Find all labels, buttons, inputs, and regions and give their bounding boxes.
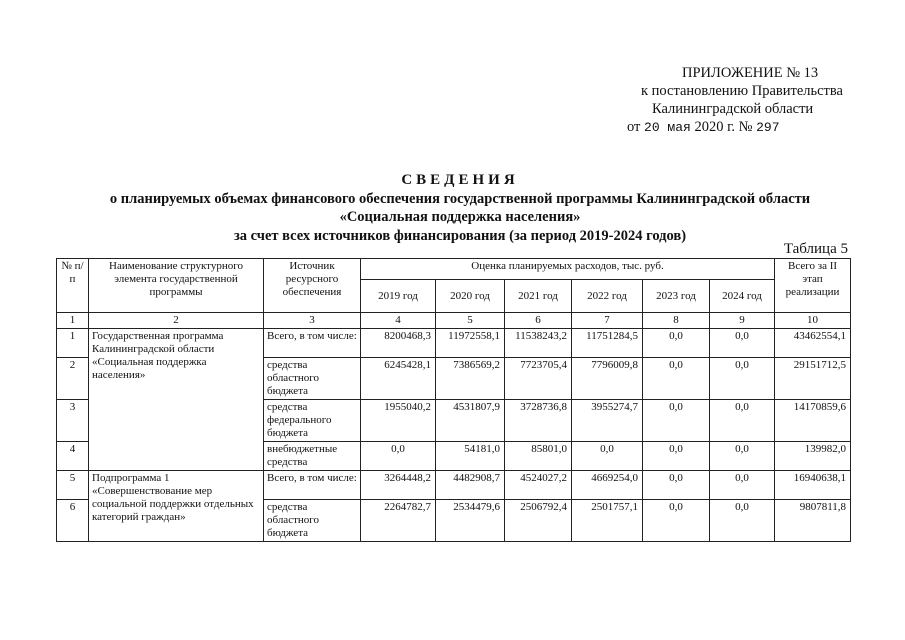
col-number: 1: [57, 313, 89, 329]
col-number: 5: [436, 313, 505, 329]
value-cell: 3264448,2: [361, 471, 436, 500]
column-number-row: [57, 313, 851, 329]
value-cell: 2506792,4: [505, 500, 572, 542]
appendix-title: ПРИЛОЖЕНИЕ № 13: [682, 65, 819, 81]
value-cell: 0,0: [643, 500, 710, 542]
heading-title: СВЕДЕНИЯ: [401, 172, 519, 188]
appendix-date-line: [600, 118, 890, 137]
subprogram-name: Подпрограмма 1 «Совершенствование мер социальной поддержки отдельных категорий граждан»: [89, 471, 264, 542]
row-number: 1: [57, 329, 89, 358]
table-row: [57, 329, 851, 358]
value-cell: 4669254,0: [572, 471, 643, 500]
document-heading: [60, 171, 860, 245]
row-number: 2: [57, 358, 89, 400]
value-cell: 0,0: [710, 358, 775, 400]
heading-line: за счет всех источников финансирования (за период 2019-2024 годов): [233, 227, 687, 244]
col-number: 3: [264, 313, 361, 329]
col-number: 2: [89, 313, 264, 329]
row-number: 4: [57, 442, 89, 471]
decree-number: 297: [756, 120, 780, 135]
col-number: 10: [775, 313, 851, 329]
source-cell: средства федерального бюджета: [264, 400, 361, 442]
value-cell: 85801,0: [505, 442, 572, 471]
total-cell: 43462554,1: [775, 329, 851, 358]
table-row: [57, 471, 851, 500]
total-cell: 139982,0: [775, 442, 851, 471]
header-year: 2021 год: [505, 280, 572, 313]
value-cell: 2264782,7: [361, 500, 436, 542]
value-cell: 0,0: [710, 329, 775, 358]
value-cell: 0,0: [643, 442, 710, 471]
value-cell: 1955040,2: [361, 400, 436, 442]
value-cell: 54181,0: [436, 442, 505, 471]
value-cell: 0,0: [710, 442, 775, 471]
decree-year: 2020 г. №: [694, 119, 753, 135]
row-number: 5: [57, 471, 89, 500]
header-estimate: Оценка планируемых расходов, тыс. руб.: [361, 259, 775, 280]
source-cell: внебюджетные средства: [264, 442, 361, 471]
decree-date: 20 мая: [644, 120, 691, 135]
header-year: 2024 год: [710, 280, 775, 313]
header-num: № п/п: [57, 259, 89, 313]
col-number: 6: [505, 313, 572, 329]
appendix-line: Калининградской области: [652, 101, 814, 117]
total-cell: 16940638,1: [775, 471, 851, 500]
value-cell: 0,0: [643, 471, 710, 500]
appendix-line: к постановлению Правительства: [641, 83, 843, 99]
header-year: 2019 год: [361, 280, 436, 313]
header-year: 2020 год: [436, 280, 505, 313]
value-cell: 3728736,8: [505, 400, 572, 442]
header-name: Наименование структурного элемента государственной программы: [89, 259, 264, 313]
col-number: 4: [361, 313, 436, 329]
value-cell: 7723705,4: [505, 358, 572, 400]
value-cell: 0,0: [572, 442, 643, 471]
value-cell: 8200468,3: [361, 329, 436, 358]
total-cell: 29151712,5: [775, 358, 851, 400]
date-prefix: от: [627, 119, 641, 135]
source-cell: средства областного бюджета: [264, 358, 361, 400]
value-cell: 4482908,7: [436, 471, 505, 500]
funding-table: [56, 258, 851, 542]
header-year: 2023 год: [643, 280, 710, 313]
total-cell: 9807811,8: [775, 500, 851, 542]
value-cell: 0,0: [710, 400, 775, 442]
appendix-block: [600, 64, 890, 137]
value-cell: 0,0: [643, 358, 710, 400]
heading-line: «Социальная поддержка населения»: [339, 209, 581, 225]
col-number: 9: [710, 313, 775, 329]
value-cell: 7386569,2: [436, 358, 505, 400]
value-cell: 4531807,9: [436, 400, 505, 442]
value-cell: 0,0: [710, 471, 775, 500]
table-label: Таблица 5: [783, 241, 848, 257]
header-source: Источник ресурсного обеспечения: [264, 259, 361, 313]
value-cell: 0,0: [710, 500, 775, 542]
value-cell: 2501757,1: [572, 500, 643, 542]
value-cell: 11972558,1: [436, 329, 505, 358]
source-cell: Всего, в том числе:: [264, 329, 361, 358]
header-year: 2022 год: [572, 280, 643, 313]
program-name: Государственная программа Калининградской области «Социальная поддержка населения»: [89, 329, 264, 471]
heading-line: о планируемых объемах финансового обеспечения государственной программы Калининградской области: [109, 190, 811, 207]
value-cell: 11751284,5: [572, 329, 643, 358]
value-cell: 7796009,8: [572, 358, 643, 400]
value-cell: 2534479,6: [436, 500, 505, 542]
row-number: 6: [57, 500, 89, 542]
value-cell: 3955274,7: [572, 400, 643, 442]
value-cell: 6245428,1: [361, 358, 436, 400]
value-cell: 0,0: [361, 442, 436, 471]
value-cell: 0,0: [643, 400, 710, 442]
header-total: Всего за II этап реализации: [775, 259, 851, 313]
value-cell: 11538243,2: [505, 329, 572, 358]
total-cell: 14170859,6: [775, 400, 851, 442]
value-cell: 4524027,2: [505, 471, 572, 500]
col-number: 7: [572, 313, 643, 329]
row-number: 3: [57, 400, 89, 442]
value-cell: 0,0: [643, 329, 710, 358]
header-row: [57, 259, 851, 280]
col-number: 8: [643, 313, 710, 329]
source-cell: средства областного бюджета: [264, 500, 361, 542]
source-cell: Всего, в том числе:: [264, 471, 361, 500]
